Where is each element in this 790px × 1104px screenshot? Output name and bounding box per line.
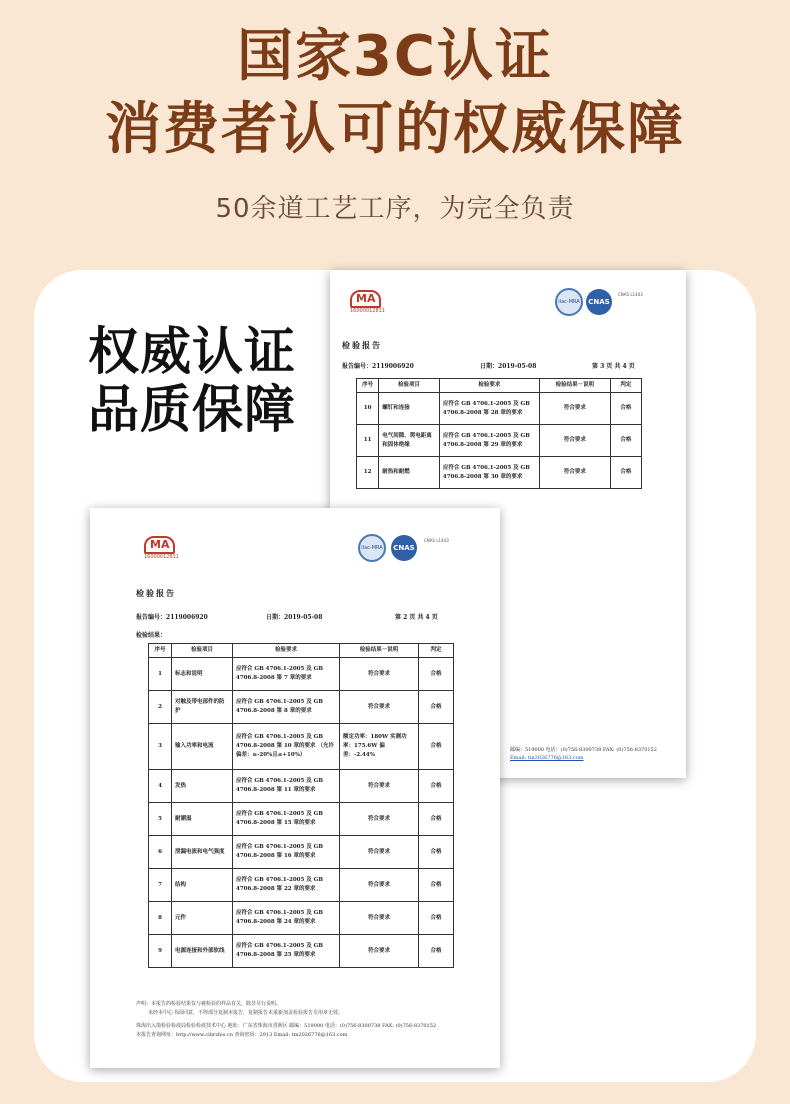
cnas-code: CNAS L1443 [424,538,449,543]
row-item: 输入功率和电流 [172,724,233,770]
table-header-row [149,644,454,658]
report-title: 检验报告 [342,340,382,350]
table-row [149,902,454,935]
row-req: 应符合 GB 4706.1-2005 及 GB 4706.8-2008 第 11 章的要求 [233,770,340,803]
row-result: 符合要求 [340,935,419,968]
footer-query: 本报告查询网址：http://www.cibrzhis.cn 查询密码：2913 Email: tm2026776@163.com [136,1032,348,1038]
results-table [148,643,454,968]
footer-contact: 邮编：519000 电话：(0)756-8300738 FAX: (0)756-8370152 [510,747,657,753]
cnas-code: CNAS L1443 [618,292,643,297]
page-indicator: 第 2 页 共 4 页 [395,614,438,621]
col-result-header: 检验结果－说明 [340,644,419,658]
row-req: 应符合 GB 4706.1-2005 及 GB 4706.8-2008 第 24 章的要求 [233,902,340,935]
ilac-icon: ilac-MRA [358,534,386,562]
row-result: 符合要求 [340,803,419,836]
row-no: 9 [149,935,172,968]
report-number: 报告编号：2119006920 [136,614,208,621]
row-verdict: 合格 [419,836,454,869]
row-item: 耐热和耐燃 [379,457,440,489]
row-result: 额定功率：180W 实测功率：175.6W 偏差：-2.44% [340,724,419,770]
table-row [357,425,642,457]
badge-line-2: 品质保障 [88,381,297,440]
row-result: 符合要求 [340,658,419,691]
table-row [149,770,454,803]
cnas-icon: CNAS [586,289,612,315]
row-req: 应符合 GB 4706.1-2005 及 GB 4706.8-2008 第 15 章的要求 [233,803,340,836]
row-item: 发热 [172,770,233,803]
results-table [356,378,642,489]
row-result: 符合要求 [340,902,419,935]
row-result: 符合要求 [340,836,419,869]
table-row [149,869,454,902]
row-no: 10 [357,393,379,425]
table-row [149,935,454,968]
footer-statement-2: 未经本中心书面同意，不得部分复制本报告，复制报告未重新加盖检验报告专用章无效。 [148,1010,344,1016]
row-result: 符合要求 [340,770,419,803]
ilac-icon: ilac-MRA [555,288,583,316]
cnas-icon: CNAS [391,535,417,561]
row-item: 泄漏电流和电气强度 [172,836,233,869]
row-verdict: 合格 [419,935,454,968]
row-req: 应符合 GB 4706.1-2005 及 GB 4706.8-2008 第 22 章的要求 [233,869,340,902]
page-indicator: 第 3 页 共 4 页 [592,363,635,370]
row-no: 12 [357,457,379,489]
col-no-header: 序号 [357,379,379,393]
row-result: 符合要求 [340,869,419,902]
row-no: 2 [149,691,172,724]
table-row [357,457,642,489]
row-req: 应符合 GB 4706.1-2005 及 GB 4706.8-2008 第 25 章的要求 [233,935,340,968]
report-number: 报告编号：2119006920 [342,363,414,370]
ma-code: 16000012811 [144,554,179,560]
headline-line-1: 国家3C认证 [236,24,554,89]
col-result-header: 检验结果－说明 [539,379,610,393]
row-item: 结构 [172,869,233,902]
footer-address: 珠海出入境检验检疫局检验检疫技术中心 地址：广东省珠海市香洲区 邮编：519000 电话：(0)756-8300738 FAX: (0)756-8370152 [136,1023,437,1029]
row-req: 应符合 GB 4706.1-2005 及 GB 4706.8-2008 第 30 章的要求 [439,457,539,489]
row-req: 应符合 GB 4706.1-2005 及 GB 4706.8-2008 第 16 章的要求 [233,836,340,869]
result-label: 检验结果： [136,632,167,639]
footer-email: Email: tm2026776@163.com [510,755,584,761]
table-row [149,724,454,770]
row-verdict: 合格 [419,902,454,935]
col-req-header: 检验要求 [439,379,539,393]
row-verdict: 合格 [419,691,454,724]
table-header-row [357,379,642,393]
row-item: 螺钉和连接 [379,393,440,425]
row-no: 11 [357,425,379,457]
row-item: 耐潮湿 [172,803,233,836]
row-req: 应符合 GB 4706.1-2005 及 GB 4706.8-2008 第 10 章的要求 （允许偏差：≥-20%且≤+10%） [233,724,340,770]
row-item: 标志和说明 [172,658,233,691]
row-req: 应符合 GB 4706.1-2005 及 GB 4706.8-2008 第 7 章的要求 [233,658,340,691]
report-page-2 [90,508,500,1068]
col-verdict-header: 判定 [419,644,454,658]
row-req: 应符合 GB 4706.1-2005 及 GB 4706.8-2008 第 8 章的要求 [233,691,340,724]
row-item: 元件 [172,902,233,935]
ma-logo: MA [144,536,175,554]
row-verdict: 合格 [419,770,454,803]
row-verdict: 合格 [419,869,454,902]
row-verdict: 合格 [419,658,454,691]
table-row [149,836,454,869]
table-row [149,691,454,724]
table-row [149,658,454,691]
row-item: 对触及带电部件的防护 [172,691,233,724]
report-title: 检验报告 [136,588,176,598]
row-no: 7 [149,869,172,902]
badge-line-1: 权威认证 [88,323,297,382]
table-row [149,803,454,836]
row-no: 6 [149,836,172,869]
row-no: 1 [149,658,172,691]
ma-logo: MA [350,290,381,308]
row-result: 符合要求 [340,691,419,724]
row-no: 3 [149,724,172,770]
headline-line-2: 消费者认可的权威保障 [105,97,685,162]
row-result: 符合要求 [539,393,610,425]
row-result: 符合要求 [539,457,610,489]
row-item: 电气间隙、爬电距离和固体绝缘 [379,425,440,457]
col-req-header: 检验要求 [233,644,340,658]
col-item-header: 检验项目 [172,644,233,658]
row-verdict: 合格 [610,393,641,425]
report-date: 日期：2019-05-08 [480,363,537,370]
row-no: 5 [149,803,172,836]
col-item-header: 检验项目 [379,379,440,393]
row-no: 4 [149,770,172,803]
col-no-header: 序号 [149,644,172,658]
col-verdict-header: 判定 [610,379,641,393]
report-date: 日期：2019-05-08 [266,614,323,621]
row-req: 应符合 GB 4706.1-2005 及 GB 4706.8-2008 第 28 章的要求 [439,393,539,425]
row-verdict: 合格 [610,457,641,489]
row-item: 电源连接和外部软线 [172,935,233,968]
row-result: 符合要求 [539,425,610,457]
ma-code: 16000012811 [350,308,385,314]
row-req: 应符合 GB 4706.1-2005 及 GB 4706.8-2008 第 29 章的要求 [439,425,539,457]
subtitle: 50余道工艺工序，为完全负责 [215,194,575,224]
row-verdict: 合格 [419,724,454,770]
footer-statement: 声明：本报告的检验结果仅与被检验的样品有关，除非另行说明。 [136,1001,282,1007]
table-row [357,393,642,425]
row-verdict: 合格 [419,803,454,836]
row-no: 8 [149,902,172,935]
row-verdict: 合格 [610,425,641,457]
